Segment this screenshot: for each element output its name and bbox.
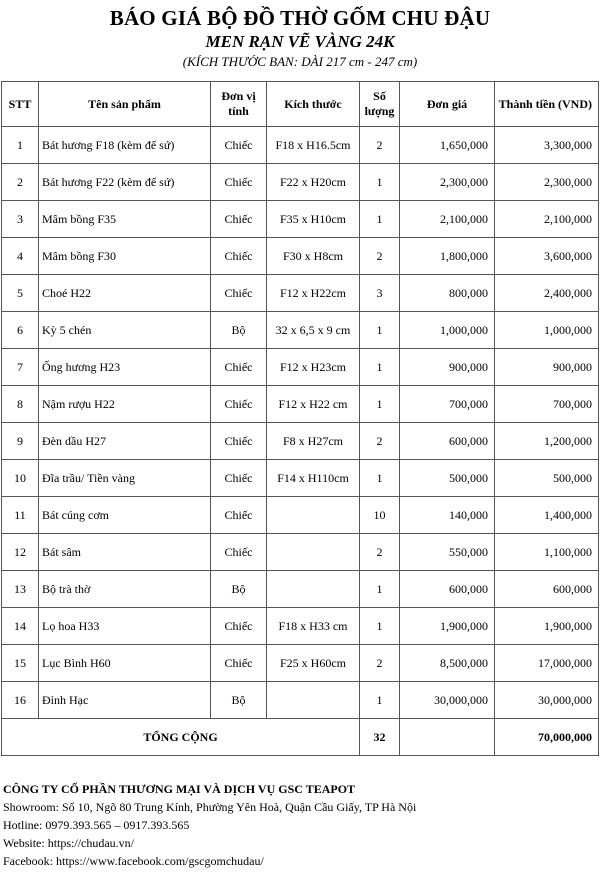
cell-price: 2,100,000 xyxy=(400,201,495,238)
cell-stt: 7 xyxy=(2,349,39,386)
cell-stt: 14 xyxy=(2,608,39,645)
table-row xyxy=(2,312,599,349)
cell-unit: Chiếc xyxy=(211,349,267,386)
header-name: Tên sản phẩm xyxy=(39,82,211,127)
page-subtitle: MEN RẠN VẼ VÀNG 24K xyxy=(205,32,395,51)
cell-name: Bát hương F18 (kèm đế sứ) xyxy=(39,127,211,164)
cell-size: F8 x H27cm xyxy=(267,423,360,460)
showroom-address: Showroom: Số 10, Ngõ 80 Trung Kính, Phường Yên Hoà, Quận Cầu Giấy, TP Hà Nội xyxy=(3,800,417,814)
total-spacer xyxy=(400,719,495,756)
cell-name: Đỉnh Hạc xyxy=(39,682,211,719)
table-header-row xyxy=(2,82,599,127)
table-row xyxy=(2,497,599,534)
price-table xyxy=(1,81,599,756)
cell-qty: 2 xyxy=(360,238,400,275)
cell-size: F12 x H22 cm xyxy=(267,386,360,423)
cell-name: Mâm bồng F35 xyxy=(39,201,211,238)
cell-price: 800,000 xyxy=(400,275,495,312)
cell-unit: Bộ xyxy=(211,312,267,349)
cell-qty: 1 xyxy=(360,608,400,645)
header-qty: Số lượng xyxy=(360,82,400,127)
hotline: Hotline: 0979.393.565 – 0917.393.565 xyxy=(3,818,190,832)
cell-total: 3,300,000 xyxy=(495,127,599,164)
cell-size: F35 x H10cm xyxy=(267,201,360,238)
cell-price: 700,000 xyxy=(400,386,495,423)
cell-stt: 11 xyxy=(2,497,39,534)
table-row xyxy=(2,460,599,497)
cell-unit: Chiếc xyxy=(211,534,267,571)
total-row xyxy=(2,719,599,756)
cell-unit: Chiếc xyxy=(211,460,267,497)
cell-unit: Chiếc xyxy=(211,497,267,534)
cell-stt: 4 xyxy=(2,238,39,275)
cell-price: 1,000,000 xyxy=(400,312,495,349)
cell-name: Bát hương F22 (kèm đế sứ) xyxy=(39,164,211,201)
cell-stt: 13 xyxy=(2,571,39,608)
cell-stt: 5 xyxy=(2,275,39,312)
cell-qty: 1 xyxy=(360,682,400,719)
cell-qty: 1 xyxy=(360,201,400,238)
cell-unit: Chiếc xyxy=(211,608,267,645)
header-price: Đơn giá xyxy=(400,82,495,127)
cell-price: 1,800,000 xyxy=(400,238,495,275)
cell-total: 17,000,000 xyxy=(495,645,599,682)
cell-total: 1,400,000 xyxy=(495,497,599,534)
cell-price: 2,300,000 xyxy=(400,164,495,201)
cell-qty: 1 xyxy=(360,571,400,608)
cell-size: F22 x H20cm xyxy=(267,164,360,201)
cell-name: Choé H22 xyxy=(39,275,211,312)
cell-stt: 15 xyxy=(2,645,39,682)
cell-qty: 1 xyxy=(360,460,400,497)
table-row xyxy=(2,127,599,164)
cell-total: 1,000,000 xyxy=(495,312,599,349)
table-row xyxy=(2,349,599,386)
cell-name: Kỳ 5 chén xyxy=(39,312,211,349)
cell-total: 30,000,000 xyxy=(495,682,599,719)
cell-name: Lục Bình H60 xyxy=(39,645,211,682)
cell-qty: 3 xyxy=(360,275,400,312)
cell-size xyxy=(267,571,360,608)
cell-unit: Chiếc xyxy=(211,201,267,238)
cell-price: 140,000 xyxy=(400,497,495,534)
table-row xyxy=(2,423,599,460)
total-qty: 32 xyxy=(360,719,400,756)
table-row xyxy=(2,682,599,719)
cell-price: 600,000 xyxy=(400,571,495,608)
cell-qty: 1 xyxy=(360,386,400,423)
cell-size: 32 x 6,5 x 9 cm xyxy=(267,312,360,349)
cell-name: Bộ trà thờ xyxy=(39,571,211,608)
cell-qty: 2 xyxy=(360,645,400,682)
cell-size xyxy=(267,682,360,719)
cell-total: 600,000 xyxy=(495,571,599,608)
company-footer xyxy=(3,780,416,870)
cell-unit: Bộ xyxy=(211,682,267,719)
cell-stt: 2 xyxy=(2,164,39,201)
cell-unit: Chiếc xyxy=(211,645,267,682)
cell-name: Ống hương H23 xyxy=(39,349,211,386)
cell-price: 8,500,000 xyxy=(400,645,495,682)
cell-size: F18 x H33 cm xyxy=(267,608,360,645)
cell-stt: 12 xyxy=(2,534,39,571)
cell-total: 1,900,000 xyxy=(495,608,599,645)
cell-total: 2,300,000 xyxy=(495,164,599,201)
cell-total: 3,600,000 xyxy=(495,238,599,275)
table-row xyxy=(2,164,599,201)
cell-qty: 1 xyxy=(360,312,400,349)
cell-price: 1,650,000 xyxy=(400,127,495,164)
cell-qty: 1 xyxy=(360,349,400,386)
page-title: BÁO GIÁ BỘ ĐỒ THỜ GỐM CHU ĐẬU xyxy=(109,6,491,30)
cell-unit: Chiếc xyxy=(211,275,267,312)
size-note: (KÍCH THƯỚC BAN: DÀI 217 cm - 247 cm) xyxy=(182,54,418,69)
cell-name: Đèn dầu H27 xyxy=(39,423,211,460)
cell-unit: Chiếc xyxy=(211,127,267,164)
cell-size xyxy=(267,497,360,534)
cell-unit: Chiếc xyxy=(211,386,267,423)
cell-size: F12 x H22cm xyxy=(267,275,360,312)
cell-stt: 8 xyxy=(2,386,39,423)
cell-total: 500,000 xyxy=(495,460,599,497)
cell-total: 700,000 xyxy=(495,386,599,423)
website: Website: https://chudau.vn/ xyxy=(3,836,135,850)
table-row xyxy=(2,645,599,682)
cell-size: F14 x H110cm xyxy=(267,460,360,497)
table-row xyxy=(2,534,599,571)
cell-size: F18 x H16.5cm xyxy=(267,127,360,164)
cell-price: 500,000 xyxy=(400,460,495,497)
cell-size xyxy=(267,534,360,571)
total-label: TỔNG CỘNG xyxy=(2,719,360,756)
cell-size: F30 x H8cm xyxy=(267,238,360,275)
cell-total: 1,200,000 xyxy=(495,423,599,460)
cell-stt: 1 xyxy=(2,127,39,164)
table-body xyxy=(2,127,599,756)
total-amount: 70,000,000 xyxy=(495,719,599,756)
cell-stt: 3 xyxy=(2,201,39,238)
cell-name: Bát cúng cơm xyxy=(39,497,211,534)
cell-qty: 10 xyxy=(360,497,400,534)
cell-qty: 1 xyxy=(360,164,400,201)
cell-name: Nậm rượu H22 xyxy=(39,386,211,423)
cell-price: 30,000,000 xyxy=(400,682,495,719)
cell-stt: 9 xyxy=(2,423,39,460)
cell-price: 900,000 xyxy=(400,349,495,386)
cell-qty: 2 xyxy=(360,127,400,164)
cell-name: Lọ hoa H33 xyxy=(39,608,211,645)
cell-qty: 2 xyxy=(360,534,400,571)
cell-name: Đĩa trầu/ Tiền vàng xyxy=(39,460,211,497)
cell-total: 900,000 xyxy=(495,349,599,386)
header-stt: STT xyxy=(2,82,39,127)
cell-unit: Chiếc xyxy=(211,423,267,460)
cell-unit: Chiếc xyxy=(211,238,267,275)
table-row xyxy=(2,571,599,608)
cell-total: 2,400,000 xyxy=(495,275,599,312)
cell-name: Mâm bồng F30 xyxy=(39,238,211,275)
facebook: Facebook: https://www.facebook.com/gscgomchudau/ xyxy=(3,854,264,868)
table-row xyxy=(2,201,599,238)
table-row xyxy=(2,608,599,645)
cell-stt: 16 xyxy=(2,682,39,719)
cell-total: 1,100,000 xyxy=(495,534,599,571)
cell-stt: 6 xyxy=(2,312,39,349)
table-row xyxy=(2,238,599,275)
cell-total: 2,100,000 xyxy=(495,201,599,238)
cell-price: 600,000 xyxy=(400,423,495,460)
cell-stt: 10 xyxy=(2,460,39,497)
cell-size: F12 x H23cm xyxy=(267,349,360,386)
document-header xyxy=(0,6,600,70)
cell-name: Bát sâm xyxy=(39,534,211,571)
cell-unit: Chiếc xyxy=(211,164,267,201)
cell-qty: 2 xyxy=(360,423,400,460)
header-size: Kích thước xyxy=(267,82,360,127)
cell-price: 550,000 xyxy=(400,534,495,571)
header-unit: Đơn vị tính xyxy=(211,82,267,127)
table-row xyxy=(2,275,599,312)
header-total: Thành tiền (VND) xyxy=(495,82,599,127)
company-name: CÔNG TY CỔ PHẦN THƯƠNG MẠI VÀ DỊCH VỤ GSC TEAPOT xyxy=(3,782,356,796)
cell-unit: Bộ xyxy=(211,571,267,608)
cell-price: 1,900,000 xyxy=(400,608,495,645)
cell-size: F25 x H60cm xyxy=(267,645,360,682)
table-row xyxy=(2,386,599,423)
